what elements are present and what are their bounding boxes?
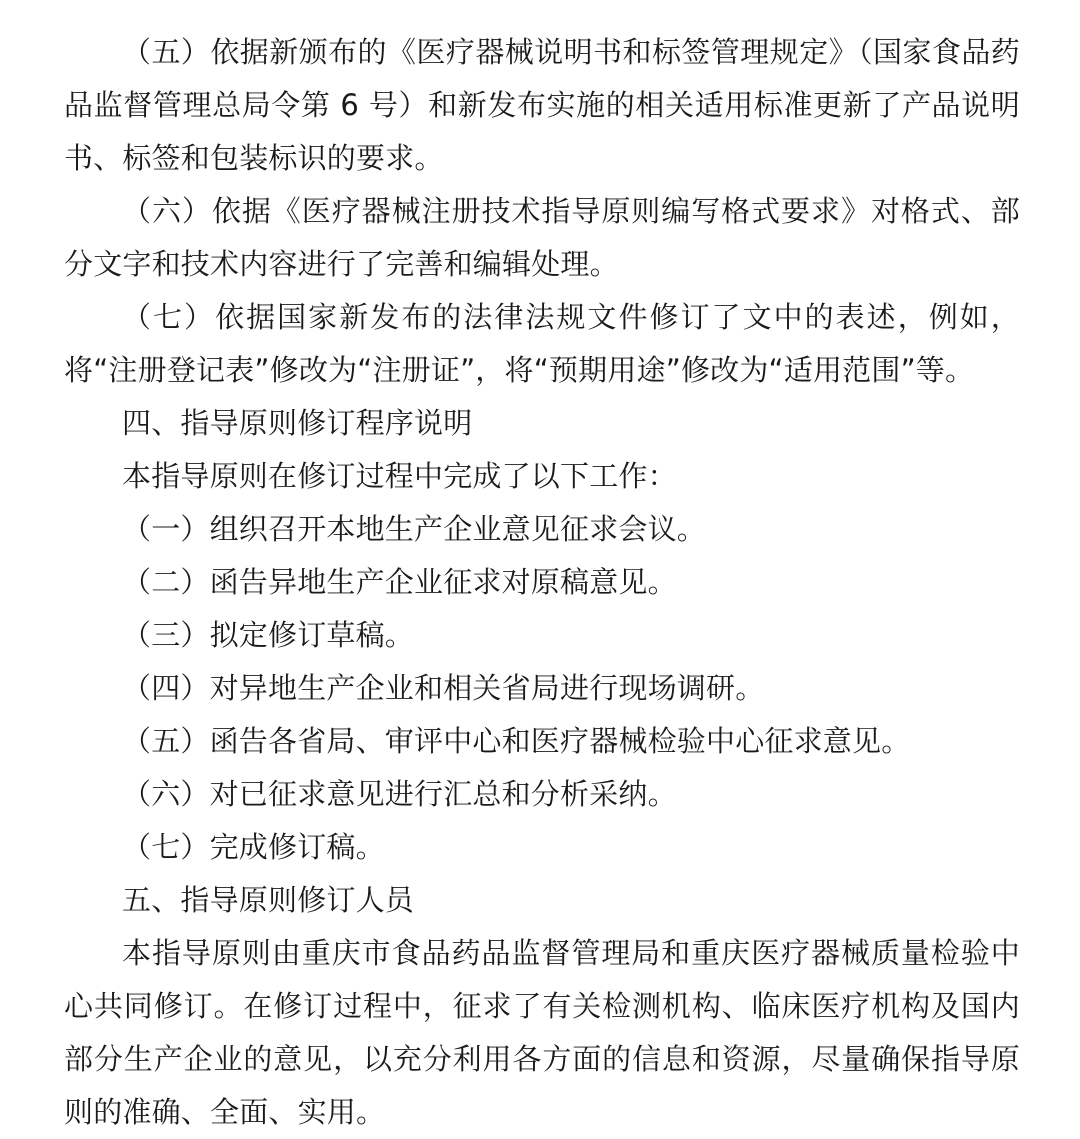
- work-item-4: （四）对异地生产企业和相关省局进行现场调研。: [122, 671, 765, 705]
- work-item-3: （三）拟定修订草稿。: [122, 618, 415, 652]
- paragraph-item-5-label-rules: （五）依据新颁布的《医疗器械说明书和标签管理规定》（国家食品药品监督管理总局令第 6 号）和新发布实施的相关适用标准更新了产品说明书、标签和包装标识的要求。: [64, 35, 1020, 175]
- section-5-body: 本指导原则由重庆市食品药品监督管理局和重庆医疗器械质量检验中心共同修订。在修订过程中，征求了有关检测机构、临床医疗机构及国内部分生产企业的意见，以充分利用各方面的信息和资源，尽量确保指导原则的准确、全面、实用。: [64, 936, 1020, 1129]
- work-item-1: （一）组织召开本地生产企业意见征求会议。: [122, 512, 707, 546]
- section-4-intro: 本指导原则在修订过程中完成了以下工作：: [122, 459, 677, 493]
- document-body: [64, 26, 1020, 1139]
- work-item-6: （六）对已征求意见进行汇总和分析采纳。: [122, 777, 677, 811]
- paragraph-item-7-wording: （七）依据国家新发布的法律法规文件修订了文中的表述，例如，将“注册登记表”修改为“注册证”，将“预期用途”修改为“适用范围”等。: [64, 300, 1020, 387]
- work-item-5: （五）函告各省局、审评中心和医疗器械检验中心征求意见。: [122, 724, 911, 758]
- section-heading-4: 四、指导原则修订程序说明: [122, 406, 473, 440]
- work-item-7: （七）完成修订稿。: [122, 830, 385, 864]
- paragraph-item-6-format: （六）依据《医疗器械注册技术指导原则编写格式要求》对格式、部分文字和技术内容进行了完善和编辑处理。: [64, 194, 1020, 281]
- section-heading-5: 五、指导原则修订人员: [122, 883, 415, 917]
- work-item-2: （二）函告异地生产企业征求对原稿意见。: [122, 565, 677, 599]
